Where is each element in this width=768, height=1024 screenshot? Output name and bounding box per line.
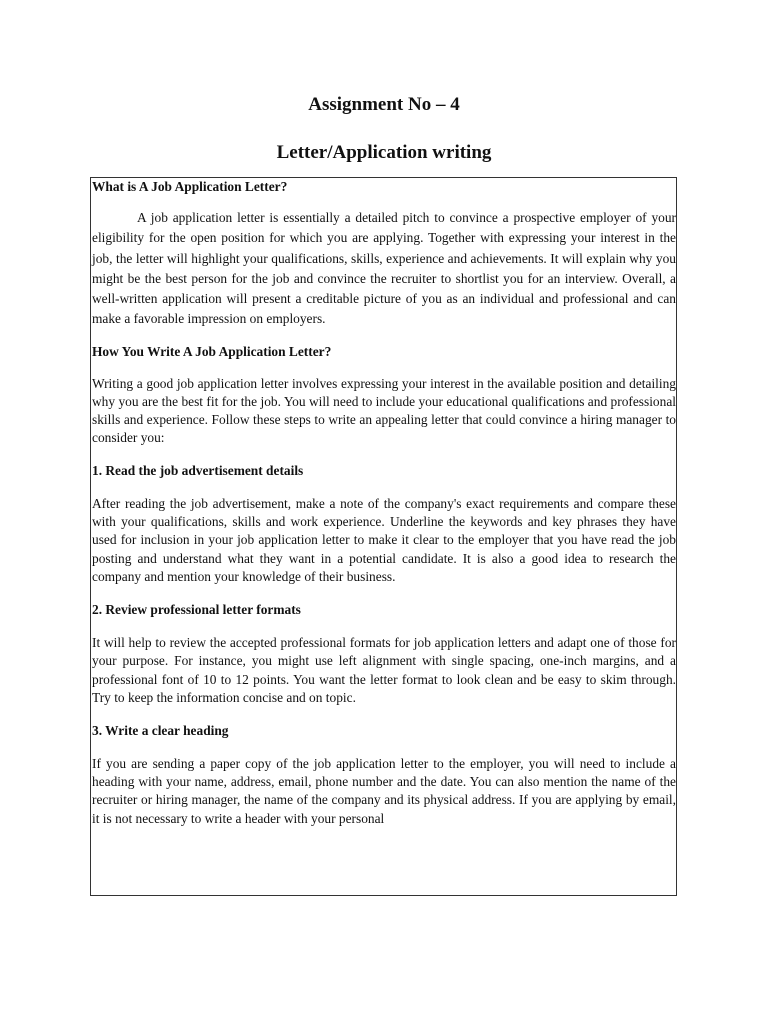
assignment-title: Assignment No – 4 (308, 94, 460, 115)
section-body-step-2: It will help to review the accepted professional formats for job application letters and adapt one of those for your purpose. For instance, you might use left alignment with single spacing, one-inch margins, and a professional font of 10 to 12 points. You want the letter format to look clean and be easy to skim through. Try to keep the information concise and on topic. (92, 634, 676, 706)
section-body-what-is: A job application letter is essentially a detailed pitch to convince a prospective employer of your eligibility for the open position for which you are applying. Together with expressing your interest in the job, the letter will highlight your qualifications, skills, experience and achievements. It will explain why you might be the best person for the job and convince the recruiter to shortlist you for an interview. Overall, a well-written application will present a creditable picture of you as an individual and professional and can make a favorable impression on employers. (92, 210, 676, 327)
section-body-step-1: After reading the job advertisement, make a note of the company's exact requirements and compare these with your qualifications, skills and work experience. Underline the keywords and key phrases they have used for inclusion in your job application letter to make it clear to the employer that you have read the job posting and understand what they want in a potential candidate. It is also a good idea to research the company and mention your knowledge of their business. (92, 495, 676, 585)
section-heading-step-2: 2. Review professional letter formats (92, 601, 301, 617)
subject-title: Letter/Application writing (276, 142, 492, 163)
section-heading-what-is: What is A Job Application Letter? (92, 179, 288, 194)
section-heading-how-to-write: How You Write A Job Application Letter? (92, 343, 332, 359)
content-box (90, 177, 677, 896)
section-heading-step-3: 3. Write a clear heading (92, 723, 229, 738)
section-heading-step-1: 1. Read the job advertisement details (92, 462, 304, 478)
section-body-step-3: If you are sending a paper copy of the job application letter to the employer, you will need to include a heading with your name, address, email, phone number and the date. You can also mention the name of the recruiter or hiring manager, the name of the company and its physical address. If you are applying by email, it is not necessary to write a header with your personal (92, 756, 676, 826)
section-body-how-to-write: Writing a good job application letter involves expressing your interest in the available position and detailing why you are the best fit for the job. You will need to include your educational qualifications and professional skills and experience. Follow these steps to write an appealing letter that could convince a hiring manager to consider you: (92, 375, 676, 446)
